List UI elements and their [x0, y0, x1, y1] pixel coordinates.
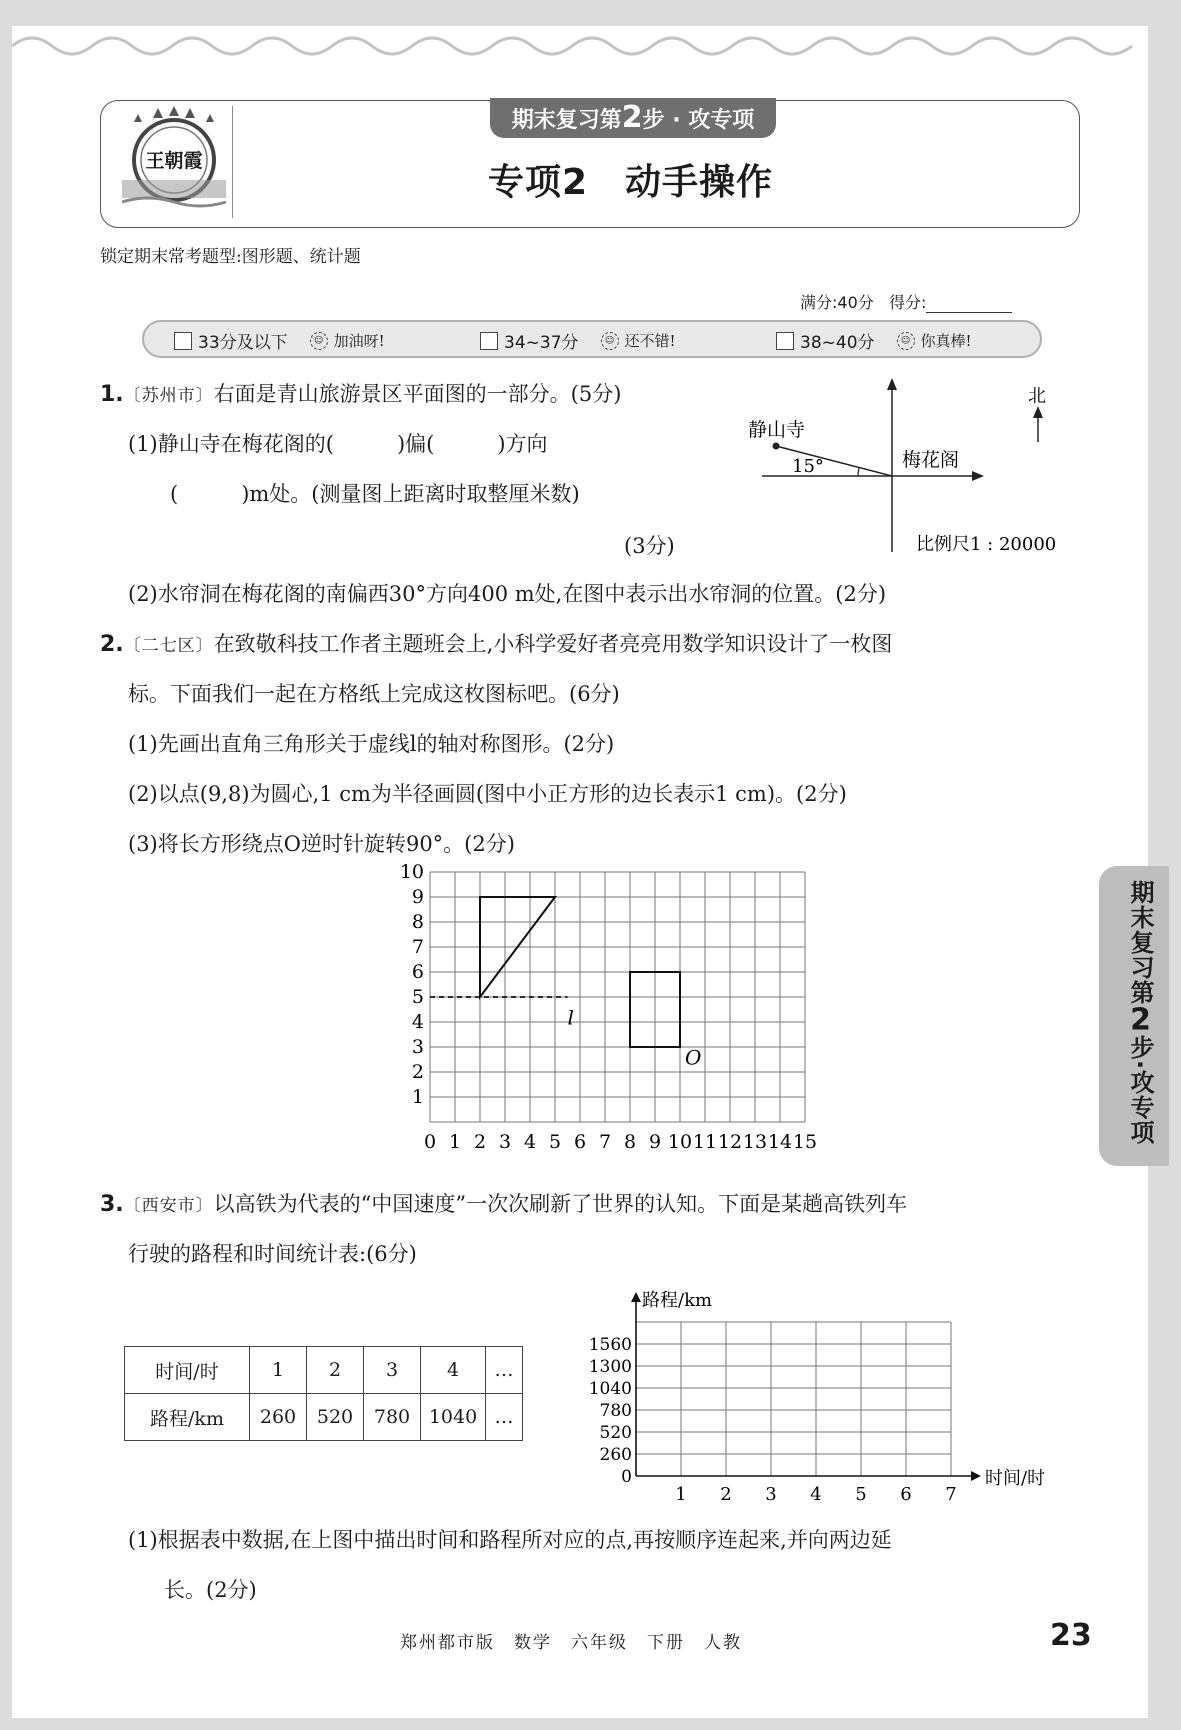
table-cell: … — [486, 1347, 523, 1394]
chart-x-tick: 4 — [810, 1484, 822, 1505]
q1-part2: (2)水帘洞在梅花阁的南偏西30°方向400 m处,在图中表示出水帘洞的位置。(2分) — [128, 582, 887, 606]
q2-stem-text: 在致敬科技工作者主题班会上,小科学爱好者亮亮用数学知识设计了一枚图 — [213, 632, 893, 656]
table-cell: 时间/时 — [125, 1347, 250, 1394]
chart-y-tick: 520 — [599, 1423, 632, 1443]
x-tick-label: 7 — [598, 1131, 612, 1153]
chart-y-tick: 780 — [599, 1401, 632, 1421]
rating-item — [480, 328, 676, 353]
smiley-icon: ☺ — [310, 332, 328, 350]
q1-part1-score: (3分) — [624, 534, 675, 558]
q2-part3: (3)将长方形绕点O逆时针旋转90°。(2分) — [128, 832, 515, 856]
q1-stem — [100, 378, 621, 408]
q1-source: 〔苏州市〕 — [123, 386, 214, 406]
x-tick-label: 2 — [473, 1131, 487, 1153]
q1-map — [740, 380, 1100, 560]
chart-y-tick: 260 — [599, 1445, 632, 1465]
rating-item — [776, 328, 972, 353]
rating-bar — [142, 320, 1042, 358]
table-cell: 3 — [364, 1347, 421, 1394]
point-label-o: O — [685, 1045, 702, 1070]
score-label: 得分: — [889, 293, 927, 312]
rating-message: 你真棒! — [920, 332, 972, 350]
x-tick-label: 12 — [717, 1131, 743, 1153]
x-axis-arrow-icon — [971, 1471, 981, 1481]
q2-number: 2. — [100, 632, 124, 657]
x-tick-label: 6 — [573, 1131, 587, 1153]
chart-y-tick: 1300 — [588, 1357, 632, 1377]
table-cell: 2 — [307, 1347, 364, 1394]
x-tick-label: 14 — [767, 1131, 793, 1153]
rating-range: 34~37分 — [504, 333, 579, 353]
page-title: 专项2 动手操作 — [488, 162, 774, 203]
angle-arc — [858, 468, 859, 476]
angle-label: 15° — [792, 456, 824, 477]
x-tick-label: 5 — [548, 1131, 562, 1153]
table-cell: 1040 — [421, 1394, 486, 1441]
table-cell: 780 — [364, 1394, 421, 1441]
chart-y-tick: 0 — [621, 1467, 632, 1487]
smiley-icon: ☺ — [897, 332, 915, 350]
x-tick-label: 0 — [423, 1131, 437, 1153]
subtitle: 锁定期末常考题型:图形题、统计题 — [100, 247, 361, 267]
y-tick-label: 6 — [411, 961, 424, 983]
header-tab-prefix: 期末复习第 — [511, 108, 622, 133]
x-tick-label: 3 — [498, 1131, 512, 1153]
rating-checkbox[interactable] — [480, 332, 498, 350]
y-tick-label: 3 — [411, 1036, 424, 1058]
q1-number: 1. — [100, 382, 124, 407]
chart-y-label: 路程/km — [642, 1290, 713, 1311]
table-cell: 4 — [421, 1347, 486, 1394]
y-tick-label: 5 — [411, 986, 424, 1008]
side-tab-suffix: 步·攻专项 — [1126, 1035, 1154, 1146]
q3-part1-line1: (1)根据表中数据,在上图中描出时间和路程所对应的点,再按顺序连起来,并向两边延 — [128, 1528, 892, 1552]
pavilion-label: 梅花阁 — [902, 449, 960, 471]
publisher-logo — [118, 106, 230, 214]
q3-source: 〔西安市〕 — [123, 1196, 214, 1216]
q2-part1: (1)先画出直角三角形关于虚线l的轴对称图形。(2分) — [128, 732, 615, 756]
q2-source: 〔二七区〕 — [123, 636, 214, 656]
q2-part2: (2)以点(9,8)为圆心,1 cm为半径画圆(图中小正方形的边长表示1 cm)。(2分) — [128, 782, 847, 806]
q3-stem-text: 以高铁为代表的“中国速度”一次次刷新了世界的认知。下面是某趟高铁列车 — [213, 1192, 908, 1216]
page-number: 23 — [1050, 1618, 1092, 1653]
side-tab-step: 2 — [1130, 1005, 1151, 1035]
x-tick-label: 1 — [448, 1131, 462, 1153]
rating-message: 还不错! — [624, 332, 676, 350]
q3-table — [124, 1346, 523, 1441]
map-axis-arrow-icon — [887, 378, 897, 390]
chart-x-tick: 1 — [675, 1484, 687, 1505]
chart-x-tick: 6 — [900, 1484, 912, 1505]
map-axis-arrow-icon — [972, 471, 984, 481]
header-tab-suffix: 步 · 攻专项 — [642, 108, 755, 133]
q2-stem-line2: 标。下面我们一起在方格纸上完成这枚图标吧。(6分) — [128, 682, 620, 706]
x-tick-label: 4 — [523, 1131, 537, 1153]
temple-label: 静山寺 — [748, 419, 806, 441]
north-arrow-icon — [1033, 406, 1043, 418]
temple-point — [773, 443, 780, 450]
header-tab-step: 2 — [621, 100, 643, 135]
x-tick-label: 8 — [623, 1131, 637, 1153]
x-tick-label: 9 — [648, 1131, 662, 1153]
chart-x-tick: 7 — [945, 1484, 957, 1505]
full-score: 满分:40分 — [800, 293, 874, 312]
score-line — [800, 290, 1012, 313]
wavy-top-edge — [12, 26, 1148, 56]
table-cell: 260 — [250, 1394, 307, 1441]
side-tab-text — [1110, 880, 1158, 1145]
table-cell: 路程/km — [125, 1394, 250, 1441]
axis-label-l: l — [567, 1005, 574, 1030]
score-blank[interactable] — [926, 296, 1012, 313]
q2-stem — [100, 628, 892, 658]
rating-item — [174, 328, 385, 353]
north-label: 北 — [1028, 386, 1046, 407]
q1-stem-text: 右面是青山旅游景区平面图的一部分。(5分) — [213, 382, 622, 406]
chart-y-tick: 1040 — [588, 1379, 632, 1399]
chart-x-tick: 5 — [855, 1484, 867, 1505]
q3-table-wrap — [124, 1346, 523, 1441]
chart-x-tick: 2 — [720, 1484, 732, 1505]
logo-divider — [232, 106, 233, 218]
q3-stem-line2: 行驶的路程和时间统计表:(6分) — [128, 1242, 417, 1266]
y-axis-arrow-icon — [631, 1292, 641, 1302]
table-cell: 520 — [307, 1394, 364, 1441]
rating-range: 38~40分 — [800, 333, 875, 353]
side-tab-prefix: 期末复习第 — [1126, 880, 1154, 1005]
chart-x-tick: 3 — [765, 1484, 777, 1505]
table-cell: … — [486, 1394, 523, 1441]
smiley-icon: ☺ — [601, 332, 619, 350]
x-tick-label: 15 — [792, 1131, 818, 1153]
q3-number: 3. — [100, 1192, 124, 1217]
rating-range: 33分及以下 — [198, 333, 288, 353]
chart-x-label: 时间/时 — [985, 1468, 1046, 1489]
q2-grid — [380, 861, 820, 1172]
rating-message: 加油呀! — [333, 332, 385, 350]
table-cell: 1 — [250, 1347, 307, 1394]
y-tick-label: 10 — [399, 861, 424, 883]
q3-chart — [572, 1282, 1066, 1505]
footer-text: 郑州都市版 数学 六年级 下册 人教 — [400, 1633, 742, 1653]
map-scale: 比例尺1 : 20000 — [916, 534, 1057, 555]
y-tick-label: 2 — [411, 1061, 424, 1083]
rating-checkbox[interactable] — [776, 332, 794, 350]
rating-checkbox[interactable] — [174, 332, 192, 350]
x-tick-label: 13 — [742, 1131, 768, 1153]
q3-stem — [100, 1188, 907, 1218]
q1-part1-line2: ( )m处。(测量图上距离时取整厘米数) — [170, 482, 580, 506]
q3-part1-line2: 长。(2分) — [164, 1578, 257, 1602]
header-tab — [490, 98, 776, 138]
y-tick-label: 8 — [411, 911, 424, 933]
table-row — [125, 1394, 523, 1441]
y-tick-label: 4 — [411, 1011, 424, 1033]
y-tick-label: 1 — [411, 1086, 424, 1108]
x-tick-label: 11 — [692, 1131, 718, 1153]
q1-part1-line1: (1)静山寺在梅花阁的( )偏( )方向 — [128, 432, 548, 456]
y-tick-label: 7 — [411, 936, 424, 958]
y-tick-label: 9 — [411, 886, 424, 908]
table-row — [125, 1347, 523, 1394]
chart-y-tick: 1560 — [588, 1335, 632, 1355]
logo-text: 王朝霞 — [145, 150, 203, 172]
x-tick-label: 10 — [667, 1131, 693, 1153]
